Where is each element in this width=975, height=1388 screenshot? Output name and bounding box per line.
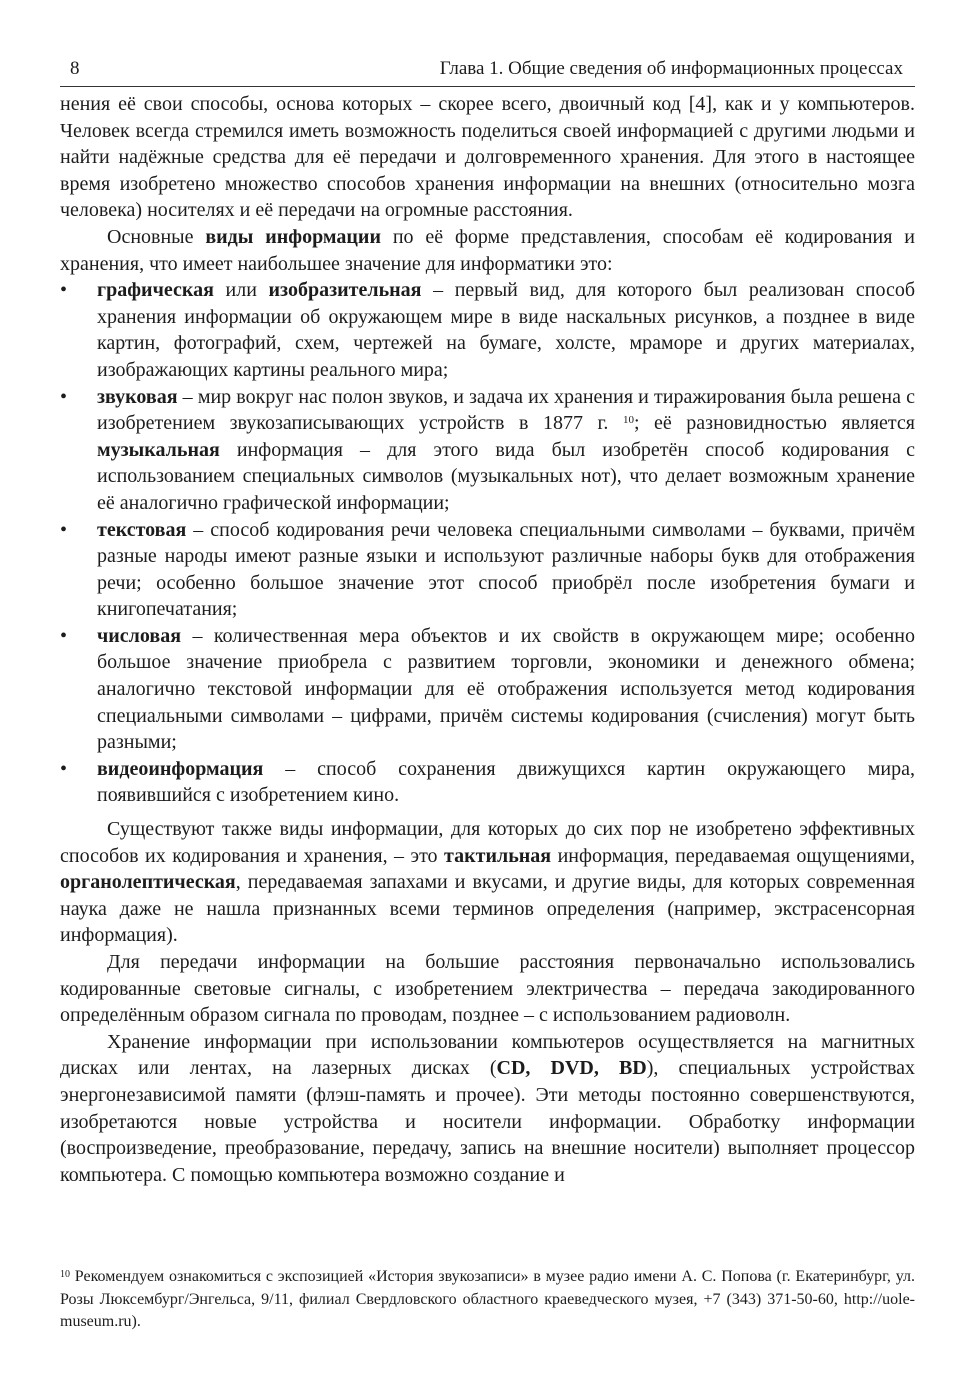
body-text xyxy=(60,91,915,1188)
term-kinds-of-information: виды информации xyxy=(205,225,381,248)
paragraph-transmission: Для передачи информации на большие расстояния первоначально использовались кодированные световые сигналы, с изобретением электричества – передача закодированного определённым образом сигнала по проводам, позднее – с использованием радиоволн. xyxy=(60,951,915,1027)
bullet-icon: • xyxy=(60,757,68,780)
paragraph-kinds: Основные виды информации по её форме представления, способам её кодирования и хранения, что имеет наибольшее значение для информатики это: xyxy=(60,225,915,275)
term-tactile: тактильная xyxy=(444,844,552,867)
list-item: • звуковая – мир вокруг нас полон звуков, и задача их хранения и тиражирования была решена с изобретением звукозаписывающих устройств в 1877 г. $^{10}$; её разновидностью является музыкальная информация – для этого вида был изобретён способ кодирования с использованием специальных символов (музыкальных нот), что делает возможным хранение её аналогично графической информации; xyxy=(60,385,915,514)
bullet-icon: • xyxy=(60,518,68,541)
term-disc-formats: CD, DVD, BD xyxy=(496,1057,647,1080)
book-page xyxy=(60,56,915,1188)
term-organoleptic: органолептическая xyxy=(60,871,236,894)
footnotes xyxy=(60,1266,915,1334)
footnote-number: 10 xyxy=(60,1269,70,1280)
term-sound: звуковая xyxy=(97,385,178,408)
running-header xyxy=(60,56,915,87)
term-pictorial: изобразительная xyxy=(268,279,422,302)
running-title: Глава 1. Общие сведения об информационных процессах xyxy=(439,58,903,79)
list-item: • видеоинформация – способ сохранения движущихся картин окружающего мира, появившийся с изобретением кино. xyxy=(60,757,915,807)
list-item: • числовая – количественная мера объектов и их свойств в окружающем мире; особенно большое значение приобрела с развитием торговли, экономики и денежного обмена; аналогично текстовой информации для её отображения используется метод кодирования специальными символами – цифрами, причём системы кодирования (счисления) могут быть разными; xyxy=(60,624,915,754)
term-musical: музыкальная xyxy=(97,438,220,461)
bullet-icon: • xyxy=(60,624,68,647)
term-text: текстовая xyxy=(97,518,187,541)
kinds-list xyxy=(60,277,915,809)
paragraph-other-kinds: Существуют также виды информации, для которых до сих пор не изобретено эффективных способов их кодирования и хранения, – это тактильная информация, передаваемая ощущениями, органолептическая, передаваемая запахами и вкусами, и другие виды, для которых современная наука даже не нашла признанных всеми терминов определения (например, экстрасенсорная информация). xyxy=(60,818,915,947)
list-item: • текстовая – способ кодирования речи человека специальными символами – буквами, причём разные народы имеют разные языки и используют различные наборы букв для отображения речи; особенно большое значение этот способ приобрёл после изобретения бумаги и книгопечатания; xyxy=(60,518,915,621)
footnote-10: $^{10}$ Рекомендуем ознакомиться с экспозицией «История звукозаписи» в музее радио имени А. С. Попова (г. Екатеринбург, ул. Розы Люксембург/Энгельса, 9/11, филиал Свердловского областного краеведческого музея, +7 (343) 371-50-60, http://uole-museum.ru). xyxy=(60,1268,915,1330)
footnote-ref: 10 xyxy=(622,414,634,427)
term-numeric: числовая xyxy=(97,624,182,647)
term-graphic: графическая xyxy=(97,279,214,302)
page-number: 8 xyxy=(70,58,80,79)
bullet-icon: • xyxy=(60,279,68,302)
term-video: видеоинформация xyxy=(97,757,264,780)
bullet-icon: • xyxy=(60,385,68,408)
paragraph-storage: Хранение информации при использовании компьютеров осуществляется на магнитных дисках или лентах, на лазерных дисках (CD, DVD, BD), специальных устройствах энергонезависимой памяти (флэш-память и прочее). Эти методы постоянно совершенствуются, изобретаются новые устройства и носители информации. Обработку информации (воспроизведение, преобразование, передачу, запись на внешние носители) выполняет процессор компьютера. С помощью компьютера возможно создание и xyxy=(60,1030,915,1186)
paragraph-intro: нения её свои способы, основа которых – скорее всего, двоичный код [4], как и у компьютеров. Человек всегда стремился иметь возможность поделиться своей информацией с другими людьми и найти надёжные средства для её передачи и долговременного хранения. Для этого в настоящее время изобретено множество способов хранения информации на внешних (относительно мозга человека) носителях и её передачи на огромные расстояния. xyxy=(60,93,915,222)
list-item: • графическая или изобразительная – первый вид, для которого был реализован способ хранения информации об окружающем мире в виде наскальных рисунков, а позднее в виде картин, фотографий, схем, чертежей на бумаге, холсте, мраморе и других материалах, изображающих картины реального мира; xyxy=(60,279,915,381)
